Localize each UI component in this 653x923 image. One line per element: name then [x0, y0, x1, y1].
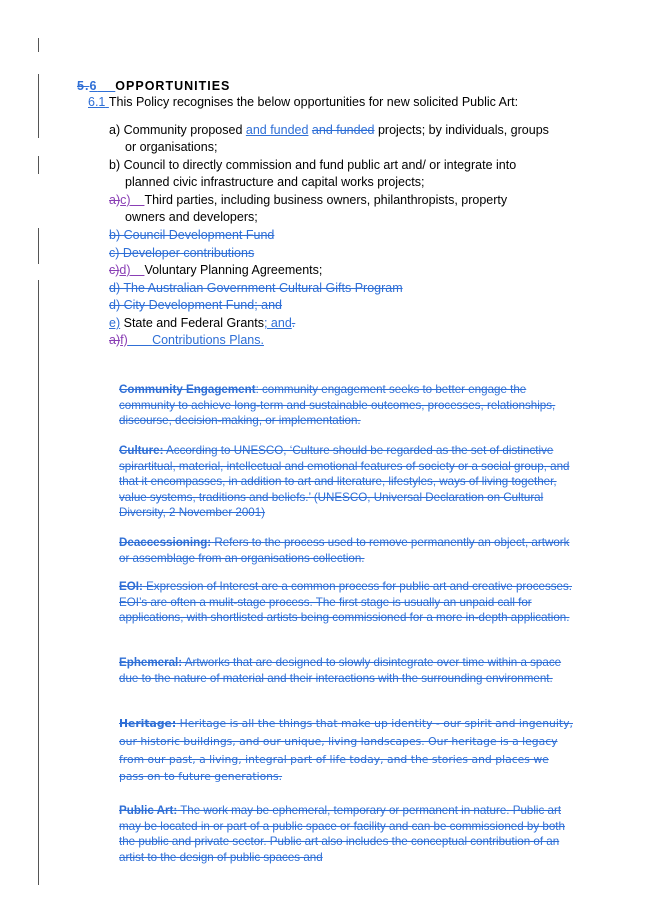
inserted-section-number: 6	[89, 79, 98, 93]
list-item-d: c)d) Voluntary Planning Agreements;	[109, 263, 323, 277]
intro-text: This Policy recognises the below opportunities for new solicited Public Art:	[108, 95, 519, 109]
inserted-text: and funded	[245, 123, 309, 137]
deleted-text: and funded	[311, 123, 375, 137]
list-item-f: a)f) Contributions Plans.	[109, 333, 264, 347]
deleted-section-number: 5.	[77, 79, 90, 93]
deleted-list-item: b) Council Development Fund	[109, 228, 275, 242]
definition-ephemeral: Ephemeral: Artworks that are designed to slowly disintegrate over time within a space due to the nature of material and their interactions with the surrounding environment.	[119, 656, 562, 685]
deleted-list-item: c) Developer contributions	[109, 246, 255, 260]
definition-culture: Culture: According to UNESCO, ‘Culture should be regarded as the set of distinctive spirartitual, material, intellectual and emotional features of society or a social group, and that it encompasses, in addition to art and literature, lifestyles, ways of living together, value systems, traditions and beliefs.’ (UNESCO, Universal Declaration on Cultural Diversity, 2 November 2001)	[119, 444, 570, 519]
list-item-b: b) Council to directly commission and fund public art and/ or integrate into	[109, 158, 517, 172]
change-bar	[38, 156, 39, 174]
section-heading	[77, 78, 230, 94]
definition-deaccessioning: Deaccessioning: Refers to the process used to remove permanently an object, artwork or assemblage from an organisations collection.	[119, 536, 570, 565]
change-bar	[38, 228, 39, 264]
deleted-list-item: d) The Australian Government Cultural Gifts Program	[109, 281, 403, 295]
list-item-b-cont: planned civic infrastructure and capital works projects;	[125, 175, 425, 189]
list-item-a-cont: or organisations;	[125, 140, 218, 154]
list-item-c: a)c) Third parties, including business owners, philanthropists, property	[109, 193, 508, 207]
change-bar	[38, 38, 39, 52]
change-bar	[38, 280, 39, 885]
deleted-list-item: d) City Development Fund; and	[109, 298, 283, 312]
definition-public-art: Public Art: The work may be ephemeral, temporary or permanent in nature. Public art may be located in or part of a public space or facility and can be commissioned by both the public and private sector. Public art also includes the conceptual contribution of an artist to the design of public spaces and	[119, 804, 565, 864]
list-item-a: a) Community proposed and funded and funded projects; by individuals, groups	[109, 123, 549, 137]
list-item-c-cont: owners and developers;	[125, 210, 258, 224]
intro-line	[88, 94, 518, 110]
list-item-e: e) State and Federal Grants; and.	[109, 316, 296, 330]
definition-heritage: Heritage: Heritage is all the things that make up identity - our spirit and ingenuity, our historic buildings, and our unique, living landscapes. Our heritage is a legacy from our past, a living, integral part of life today, and the stories and places we pass on to future generations.	[119, 717, 573, 784]
definition-eoi: EOI: Expression of Interest are a common process for public art and creative processes. EOI’s are often a mulit-stage process. The first stage is usually an unpaid call for applications, with shortlisted artists being commissioned for a more in-depth application.	[119, 580, 573, 624]
change-bar	[38, 74, 39, 138]
subsection-number: 6.1	[88, 95, 106, 109]
definition-community-engagement: Community Engagement: community engagement seeks to better engage the community to achieve long-term and sustainable outcomes, processes, relationships, discourse, decision-making, or implementation.	[119, 383, 556, 427]
section-title: OPPORTUNITIES	[115, 79, 231, 93]
